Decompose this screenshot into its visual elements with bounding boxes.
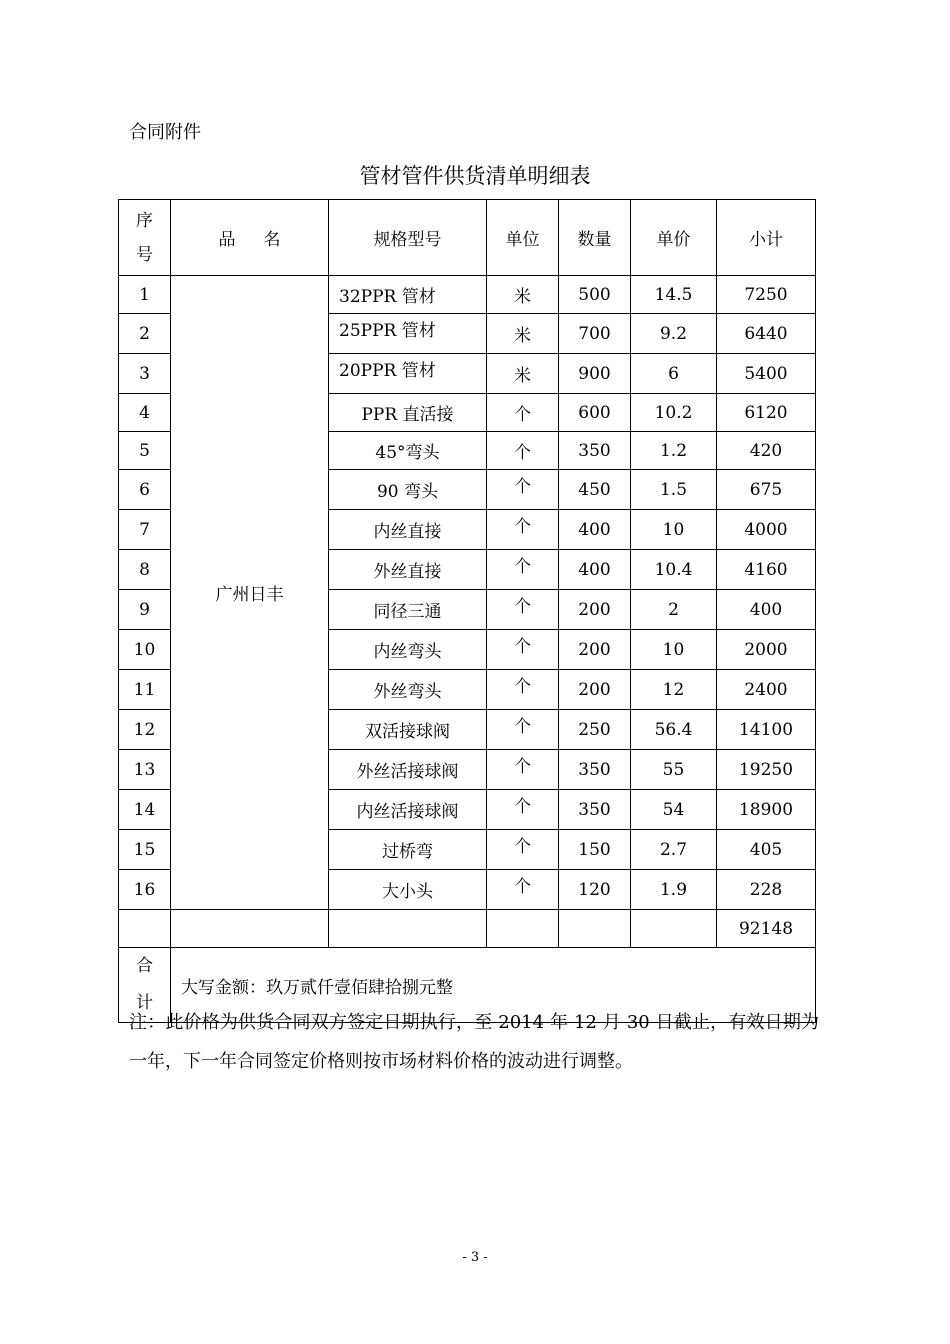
row-subtotal: 4000	[717, 510, 816, 550]
header-seq-line1: 序	[136, 210, 153, 231]
row-subtotal: 6120	[717, 394, 816, 432]
row-price: 1.9	[631, 870, 717, 910]
row-subtotal: 228	[717, 870, 816, 910]
row-subtotal: 405	[717, 830, 816, 870]
row-unit: 个	[487, 470, 559, 510]
row-subtotal: 19250	[717, 750, 816, 790]
row-qty: 700	[559, 314, 631, 354]
attachment-heading: 合同附件	[129, 122, 201, 143]
row-subtotal: 4160	[717, 550, 816, 590]
row-price: 12	[631, 670, 717, 710]
row-spec: 32PPR 管材	[329, 276, 487, 314]
row-price: 6	[631, 354, 717, 394]
row-qty: 350	[559, 790, 631, 830]
row-spec: 过桥弯	[329, 830, 487, 870]
row-subtotal: 675	[717, 470, 816, 510]
row-spec: 90 弯头	[329, 470, 487, 510]
row-qty: 900	[559, 354, 631, 394]
row-qty: 120	[559, 870, 631, 910]
row-price: 54	[631, 790, 717, 830]
row-seq: 16	[119, 870, 171, 910]
brand-cell: 广州日丰	[171, 276, 329, 910]
row-unit: 个	[487, 670, 559, 710]
row-spec: 大小头	[329, 870, 487, 910]
row-qty: 400	[559, 510, 631, 550]
sum-label-line1: 合	[136, 956, 153, 976]
header-qty: 数量	[559, 200, 631, 276]
row-subtotal: 5400	[717, 354, 816, 394]
total-row	[119, 910, 816, 948]
row-seq: 1	[119, 276, 171, 314]
row-price: 2.7	[631, 830, 717, 870]
row-spec: 双活接球阀	[329, 710, 487, 750]
row-spec: PPR 直活接	[329, 394, 487, 432]
row-price: 10	[631, 630, 717, 670]
header-unit: 单位	[487, 200, 559, 276]
table-title: 管材管件供货清单明细表	[359, 164, 591, 188]
row-seq: 15	[119, 830, 171, 870]
row-subtotal: 400	[717, 590, 816, 630]
row-spec: 20PPR 管材	[329, 354, 487, 394]
row-qty: 150	[559, 830, 631, 870]
row-spec: 同径三通	[329, 590, 487, 630]
row-qty: 350	[559, 432, 631, 470]
note-text: 注：此价格为供货合同双方签定日期执行，至 2014 年 12 月 30 日截止，有效日期为一年，下一年合同签定价格则按市场材料价格的波动进行调整。	[129, 1012, 819, 1072]
supply-list-table	[118, 199, 816, 1023]
row-qty: 200	[559, 670, 631, 710]
row-seq: 12	[119, 710, 171, 750]
row-subtotal: 7250	[717, 276, 816, 314]
row-unit: 米	[487, 314, 559, 354]
row-qty: 250	[559, 710, 631, 750]
header-subtotal: 小计	[717, 200, 816, 276]
row-seq: 4	[119, 394, 171, 432]
page-number: - 3 -	[462, 1250, 488, 1265]
row-unit: 个	[487, 870, 559, 910]
row-seq: 3	[119, 354, 171, 394]
row-price: 10.4	[631, 550, 717, 590]
sum-amount-text: 大写金额：玖万贰仟壹佰肆拾捌元整	[171, 948, 816, 1023]
row-spec: 外丝弯头	[329, 670, 487, 710]
row-price: 10.2	[631, 394, 717, 432]
row-subtotal: 2400	[717, 670, 816, 710]
row-price: 56.4	[631, 710, 717, 750]
row-price: 1.5	[631, 470, 717, 510]
row-qty: 200	[559, 590, 631, 630]
row-qty: 450	[559, 470, 631, 510]
row-seq: 10	[119, 630, 171, 670]
row-seq: 13	[119, 750, 171, 790]
header-name-part2: 名	[263, 230, 281, 250]
header-spec: 规格型号	[329, 200, 487, 276]
total-empty-cell	[329, 910, 487, 948]
row-seq: 6	[119, 470, 171, 510]
row-spec: 内丝弯头	[329, 630, 487, 670]
row-price: 55	[631, 750, 717, 790]
row-subtotal: 2000	[717, 630, 816, 670]
row-qty: 500	[559, 276, 631, 314]
row-unit: 个	[487, 432, 559, 470]
row-spec: 内丝直接	[329, 510, 487, 550]
header-price: 单价	[631, 200, 717, 276]
row-subtotal: 14100	[717, 710, 816, 750]
row-unit: 个	[487, 790, 559, 830]
row-seq: 8	[119, 550, 171, 590]
row-unit: 个	[487, 394, 559, 432]
row-subtotal: 18900	[717, 790, 816, 830]
header-name	[171, 200, 329, 276]
row-unit: 个	[487, 830, 559, 870]
row-unit: 米	[487, 276, 559, 314]
header-name-part1: 品	[218, 230, 236, 250]
row-seq: 9	[119, 590, 171, 630]
row-spec: 外丝直接	[329, 550, 487, 590]
row-seq: 11	[119, 670, 171, 710]
total-empty-cell	[171, 910, 329, 948]
row-seq: 5	[119, 432, 171, 470]
row-unit: 个	[487, 590, 559, 630]
row-spec: 内丝活接球阀	[329, 790, 487, 830]
total-value: 92148	[717, 910, 816, 948]
row-subtotal: 420	[717, 432, 816, 470]
row-seq: 14	[119, 790, 171, 830]
row-price: 9.2	[631, 314, 717, 354]
row-spec: 25PPR 管材	[329, 314, 487, 354]
row-price: 14.5	[631, 276, 717, 314]
row-seq: 2	[119, 314, 171, 354]
row-qty: 200	[559, 630, 631, 670]
header-seq	[119, 200, 171, 276]
row-seq: 7	[119, 510, 171, 550]
row-price: 10	[631, 510, 717, 550]
row-unit: 米	[487, 354, 559, 394]
row-qty: 600	[559, 394, 631, 432]
total-empty-cell	[631, 910, 717, 948]
total-empty-cell	[487, 910, 559, 948]
row-spec: 45°弯头	[329, 432, 487, 470]
row-unit: 个	[487, 750, 559, 790]
total-empty-cell	[559, 910, 631, 948]
row-price: 2	[631, 590, 717, 630]
total-empty-cell	[119, 910, 171, 948]
row-qty: 350	[559, 750, 631, 790]
table-row	[119, 276, 816, 314]
row-unit: 个	[487, 630, 559, 670]
row-unit: 个	[487, 710, 559, 750]
header-seq-line2: 号	[136, 244, 153, 265]
row-unit: 个	[487, 550, 559, 590]
sum-label-line2: 计	[136, 993, 153, 1013]
row-spec: 外丝活接球阀	[329, 750, 487, 790]
header-row	[119, 200, 816, 276]
row-price: 1.2	[631, 432, 717, 470]
row-subtotal: 6440	[717, 314, 816, 354]
row-qty: 400	[559, 550, 631, 590]
row-unit: 个	[487, 510, 559, 550]
